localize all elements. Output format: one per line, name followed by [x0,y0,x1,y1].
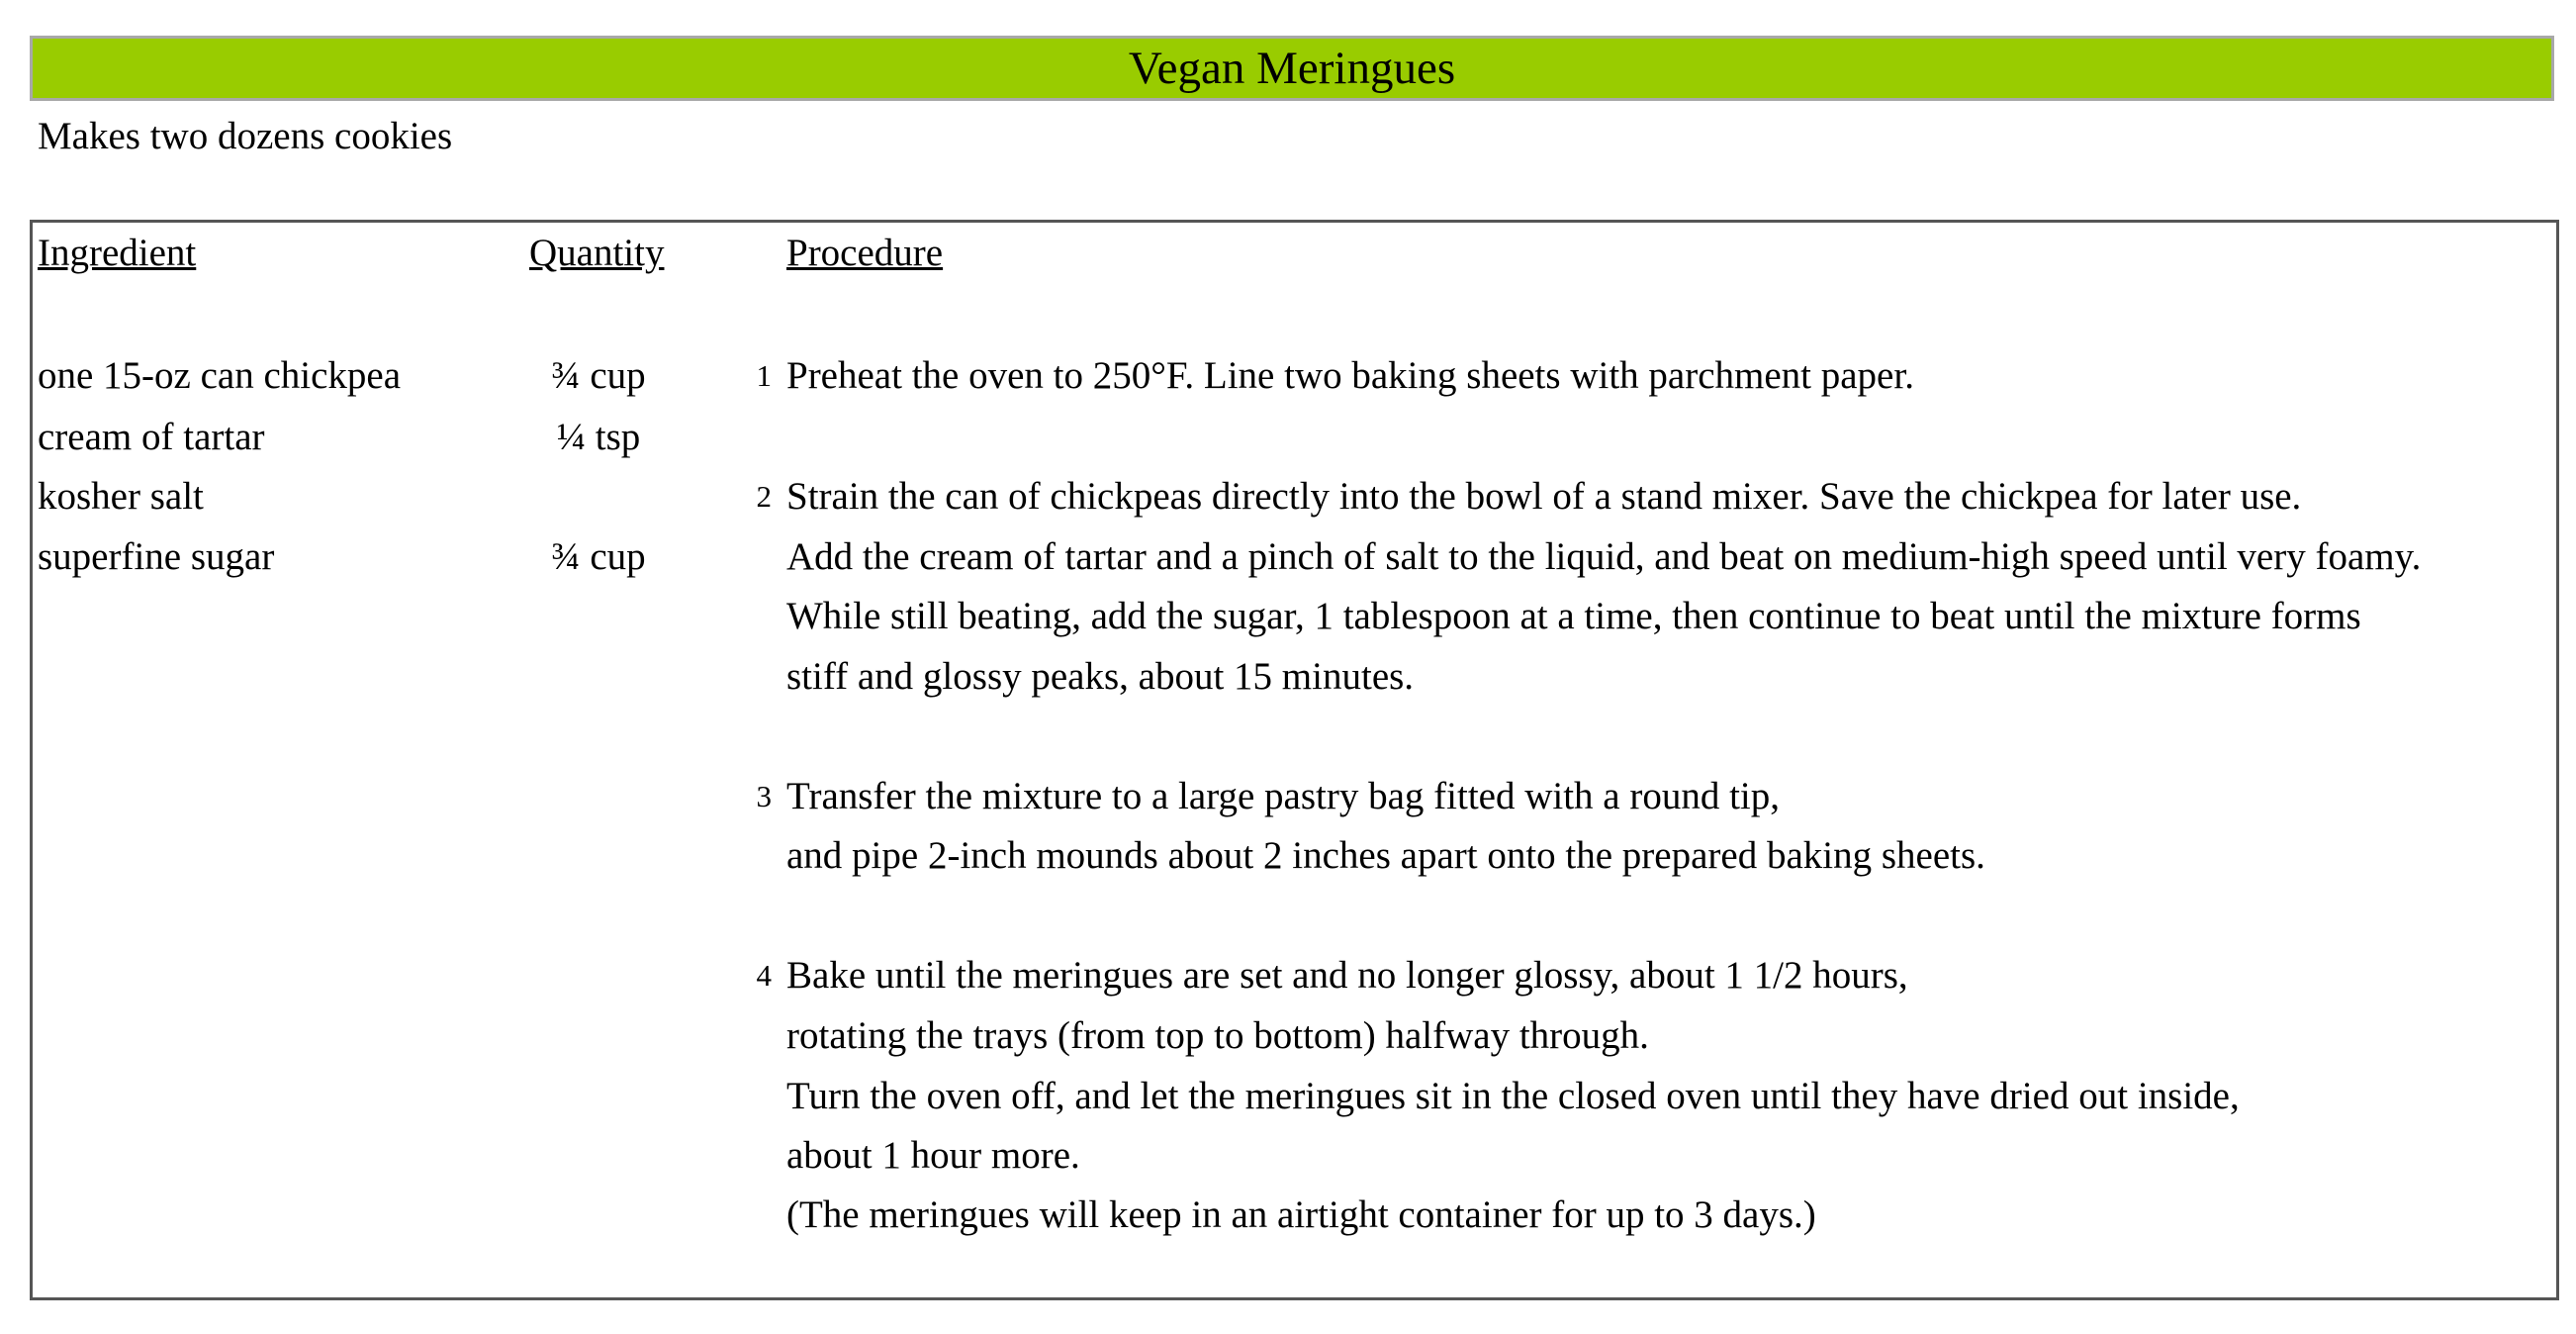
step-text: While still beating, add the sugar, 1 tablespoon at a time, then continue to beat until the mixture forms [786,595,2361,637]
step-text: Turn the oven off, and let the meringues sit in the closed oven until they have dried out inside, [786,1075,2240,1117]
ingredient-name: cream of tartar [38,416,265,458]
step-text: rotating the trays (from top to bottom) halfway through. [786,1014,1649,1057]
step-text: Add the cream of tartar and a pinch of salt to the liquid, and beat on medium-high speed until very foamy. [786,535,2422,578]
step-text: (The meringues will keep in an airtight container for up to 3 days.) [786,1193,1816,1236]
step-text: Preheat the oven to 250°F. Line two baking sheets with parchment paper. [786,354,1914,397]
ingredient-name: one 15-oz can chickpea [38,354,402,397]
quantity-header: Quantity [529,232,665,274]
step-text: Transfer the mixture to a large pastry bag fitted with a round tip, [786,775,1781,817]
step-number: 2 [756,479,772,514]
step-text: Strain the can of chickpeas directly into the bowl of a stand mixer. Save the chickpea for later use. [786,475,2302,518]
step-text: about 1 hour more. [786,1134,1080,1177]
step-number: 4 [756,958,772,993]
ingredient-header: Ingredient [38,232,197,274]
step-number: 3 [756,779,772,813]
ingredient-name: kosher salt [38,475,204,518]
procedure-header: Procedure [786,232,944,274]
step-text: Bake until the meringues are set and no longer glossy, about 1 1/2 hours, [786,954,1908,997]
step-number: 1 [756,358,772,393]
recipe-yield: Makes two dozens cookies [38,115,453,157]
step-text: and pipe 2-inch mounds about 2 inches apart onto the prepared baking sheets. [786,834,1985,877]
ingredient-quantity: ¾ cup [551,354,646,397]
ingredient-name: superfine sugar [38,535,275,578]
recipe-title: Vegan Meringues [30,36,2554,101]
step-text: stiff and glossy peaks, about 15 minutes. [786,655,1415,698]
ingredient-quantity: ¾ cup [551,535,646,578]
ingredient-quantity: ¼ tsp [556,416,641,458]
